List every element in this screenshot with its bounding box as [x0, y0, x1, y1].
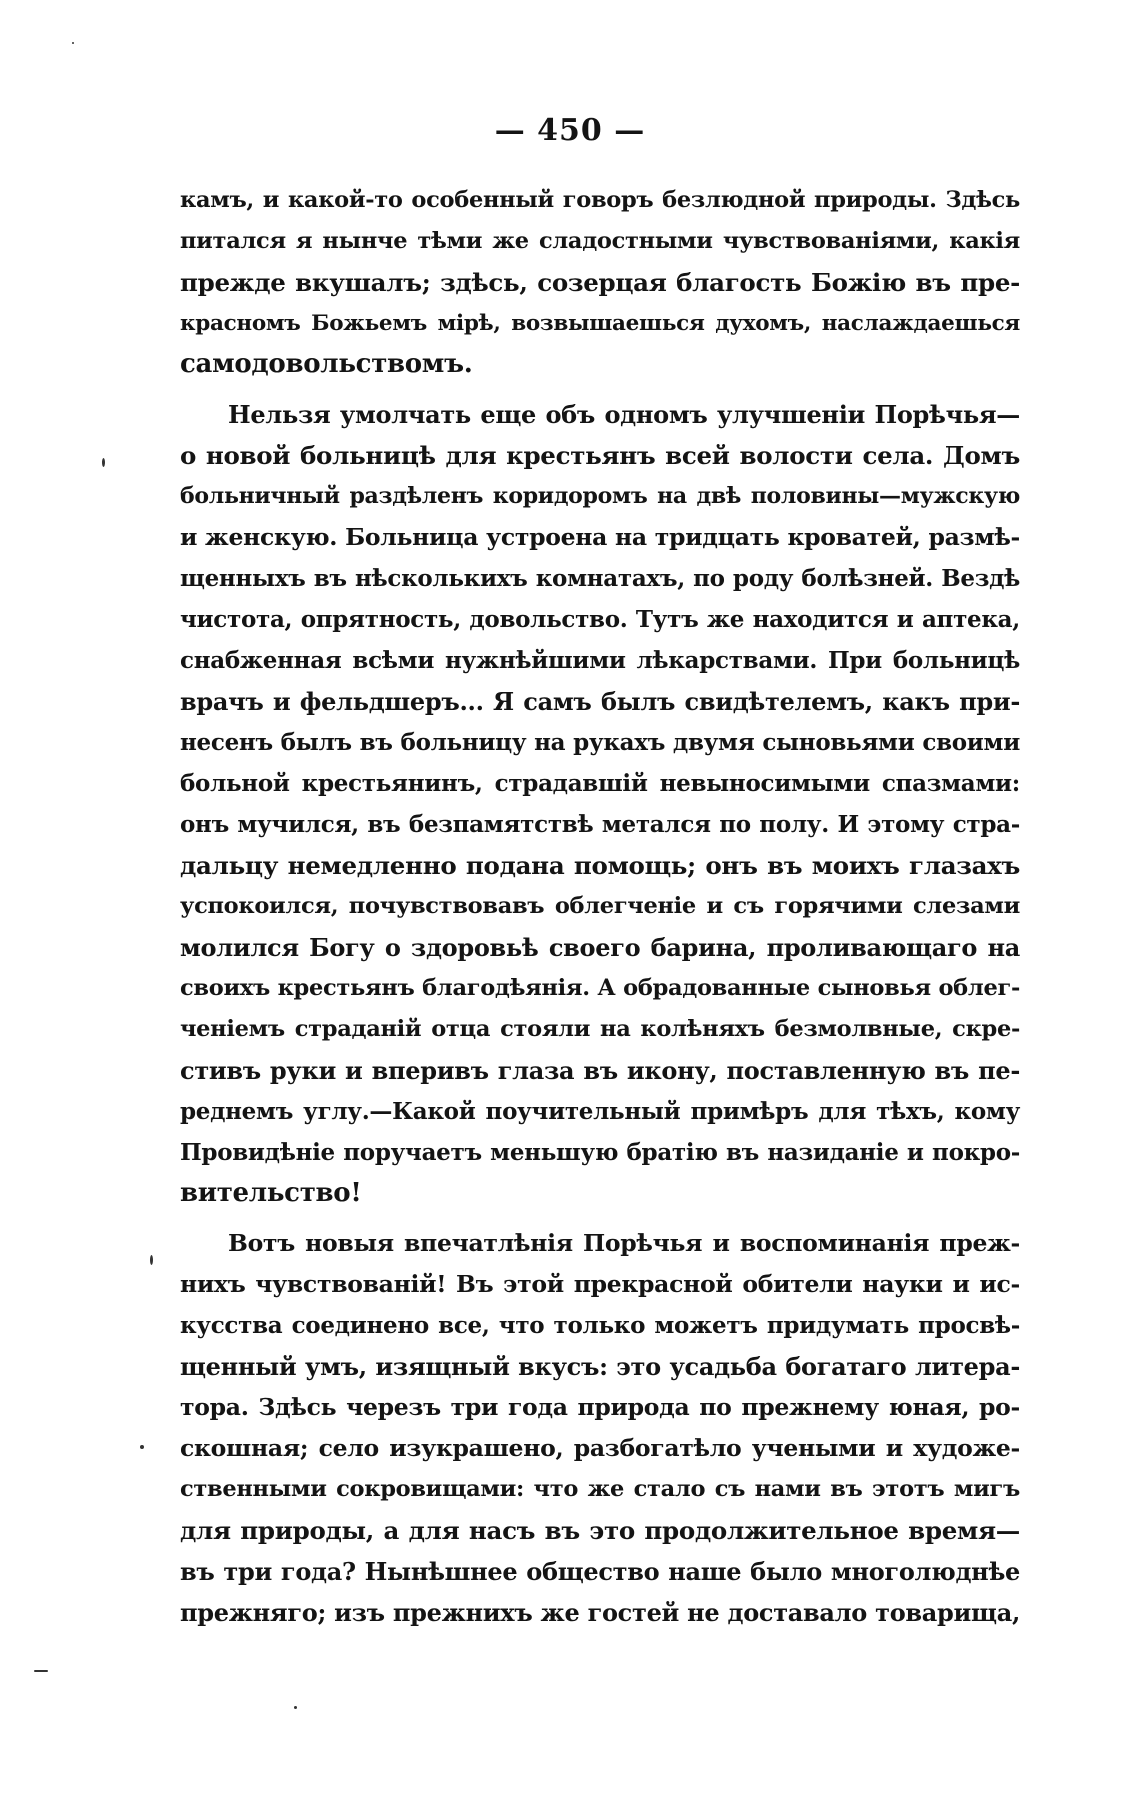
text-line: молился Богу о здоровьѣ своего барина, проливающаго на — [180, 933, 1020, 962]
text-line: своихъ крестьянъ благодѣянія. А обрадованные сыновья облег- — [180, 975, 1020, 1001]
text-line: красномъ Божьемъ мірѣ, возвышаешься духомъ, наслаждаешься — [180, 311, 1020, 336]
text-line: кусства соединено все, что только можетъ придумать просвѣ- — [180, 1312, 1020, 1339]
paragraph-3 — [180, 1223, 1020, 1633]
text-line: щенный умъ, изящный вкусъ: это усадьба богатаго литера- — [180, 1352, 1020, 1381]
scan-speck — [102, 458, 105, 467]
text-line: ственными сокровищами: что же стало съ нами въ этотъ мигъ — [180, 1476, 1020, 1502]
paragraph-1 — [180, 180, 1020, 385]
text-line: тора. Здѣсь черезъ три года природа по прежнему юная, ро- — [180, 1393, 1020, 1421]
text-line: прежде вкушалъ; здѣсь, созерцая благость Божію въ пре- — [180, 268, 1020, 297]
scan-speck — [140, 1445, 144, 1449]
text-line: чистота, опрятность, довольство. Тутъ же находится и аптека, — [180, 606, 1020, 633]
text-line: врачъ и фельдшеръ... Я самъ былъ свидѣтелемъ, какъ при- — [180, 687, 1020, 716]
text-line: стивъ руки и вперивъ глаза въ икону, поставленную въ пе- — [180, 1056, 1020, 1085]
scan-speck — [294, 1706, 297, 1709]
text-line: въ три года? Нынѣшнее общество наше было многолюднѣе — [180, 1557, 1020, 1586]
text-line: вительство! — [180, 1178, 362, 1208]
body-text — [180, 180, 1020, 1633]
text-line: о новой больницѣ для крестьянъ всей волости села. Домъ — [180, 441, 1020, 470]
text-line: прежняго; изъ прежнихъ же гостей не доставало товарища, — [180, 1598, 1020, 1627]
text-line: самодовольствомъ. — [180, 349, 473, 379]
text-line: и женскую. Больница устроена на тридцать кроватей, размѣ- — [180, 523, 1020, 551]
text-line: щенныхъ въ нѣсколькихъ комнатахъ, по роду болѣзней. Вездѣ — [180, 565, 1020, 592]
text-line: больной крестьянинъ, страдавшій невыносимыми спазмами: — [180, 770, 1020, 797]
text-line: Нельзя умолчать еще объ одномъ улучшеніи Порѣчья— — [228, 400, 1020, 429]
text-line: реднемъ углу.—Какой поучительный примѣръ для тѣхъ, кому — [180, 1098, 1020, 1125]
text-line: дальцу немедленно подана помощь; онъ въ моихъ глазахъ — [180, 851, 1020, 880]
paragraph-2 — [180, 394, 1020, 1214]
text-line: снабженная всѣми нужнѣйшими лѣкарствами. При больницѣ — [180, 647, 1020, 674]
text-line: Провидѣніе поручаетъ меньшую братію въ назиданіе и покро- — [180, 1139, 1020, 1166]
text-line: больничный раздѣленъ коридоромъ на двѣ половины—мужскую — [180, 483, 1020, 509]
text-line: для природы, а для насъ въ это продолжительное время— — [180, 1516, 1020, 1545]
text-line: несенъ былъ въ больницу на рукахъ двумя сыновьями своими — [180, 729, 1020, 756]
page-number: — 450 — — [494, 113, 646, 148]
scan-speck — [34, 1670, 48, 1672]
scan-speck — [150, 1255, 153, 1265]
text-line: Вотъ новыя впечатлѣнія Порѣчья и воспоминанія преж- — [228, 1229, 1020, 1257]
text-line: нихъ чувствованій! Въ этой прекрасной обители науки и ис- — [180, 1270, 1020, 1298]
scan-speck — [72, 42, 74, 44]
text-line: скошная; село изукрашено, разбогатѣло учеными и художе- — [180, 1434, 1020, 1462]
text-line: успокоился, почувствовавъ облегченіе и съ горячими слезами — [180, 893, 1020, 919]
text-line: ченіемъ страданій отца стояли на колѣняхъ безмолвные, скре- — [180, 1016, 1020, 1042]
text-line: камъ, и какой-то особенный говоръ безлюдной природы. Здѣсь — [180, 187, 1020, 213]
text-line: онъ мучился, въ безпамятствѣ метался по полу. И этому стра- — [180, 811, 1020, 838]
text-line: питался я нынче тѣми же сладостными чувствованіями, какія — [180, 228, 1020, 254]
